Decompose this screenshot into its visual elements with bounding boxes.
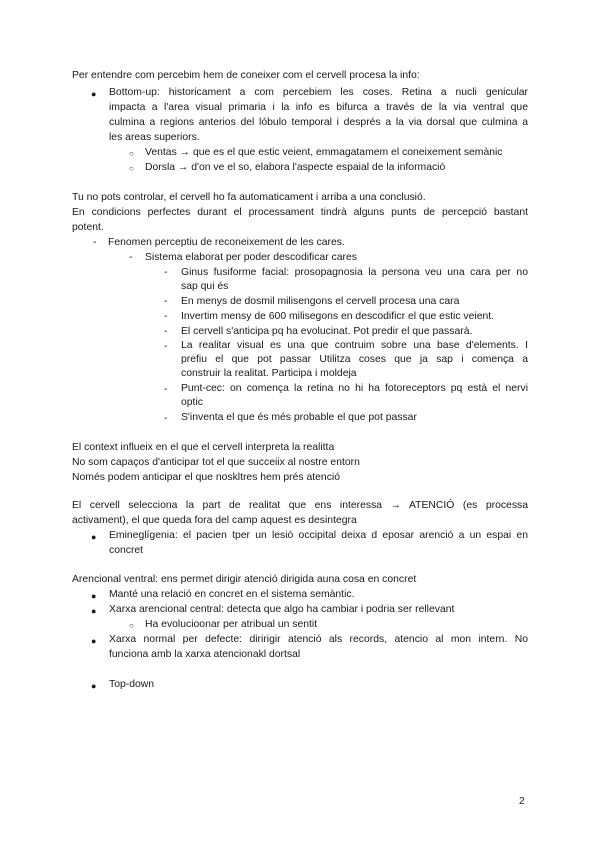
sistema-item: Sistema elaborat per poder descodificar cares (145, 252, 357, 263)
page-number: 2 (519, 796, 525, 807)
dash-marker: - (164, 413, 168, 424)
bullet-marker: ● (91, 591, 97, 601)
bottomup-line: Bottom-up: historicament a com percebiem les coses. Retina a nucli genicular (109, 87, 528, 98)
sub-bullet-marker: ○ (129, 621, 134, 630)
dash-marker: - (164, 384, 168, 395)
cares-item-line: La realitar visual es una que contruim sobre una base d'elements. I (181, 340, 528, 351)
neglect-line: Emineglígenia: el pacien tper un lesió occipital deixa d eposar arenció a un espai en (109, 530, 528, 541)
bottomup-line: impacta a l'area visual primaria i la info es bifurca a través de la via ventral que (109, 102, 528, 113)
dash-marker: - (129, 252, 133, 263)
paragraph: Arencional ventral: ens permet dirigir atenció dirigida auna cosa en concret (72, 574, 417, 585)
cares-item-line: construir la realitat. Participa i moldeja (181, 368, 357, 379)
attention-item: Top-down (109, 679, 155, 690)
cares-item-line: S'inventa el que és més probable el que pot passar (181, 412, 417, 423)
paragraph: En condicions perfectes durant el processament tindrà alguns punts de percepció bastant (72, 207, 528, 218)
neglect-line: concret (109, 545, 144, 556)
dash-marker: - (164, 326, 168, 337)
cares-item-line: optic (181, 397, 203, 408)
dash-marker: - (93, 237, 97, 248)
bullet-marker: ● (91, 681, 97, 691)
attention-item: funciona amb la xarxa atencionakl dortsal (109, 649, 301, 660)
bullet-marker: ● (91, 532, 97, 542)
dash-marker: - (164, 311, 168, 322)
fenomen-item: Fenomen perceptiu de reconeixement de les cares. (108, 237, 345, 248)
attention-item: Manté una relació en concret en el sistema semàntic. (109, 589, 355, 600)
bottomup-line: culmina a regions anterios del lóbulo temporal i després a la via dorsal que culmina a (109, 117, 528, 128)
paragraph: potent. (72, 222, 104, 233)
bullet-marker: ● (91, 89, 97, 99)
cares-item-line: prefiu el que pot passar Utilitza coses que ja sap i comença a (181, 354, 528, 365)
paragraph: El cervell selecciona la part de realitat que ens interessa → ATENCIÓ (es processa (72, 500, 528, 511)
cares-item-line: sap qui és (181, 281, 229, 292)
cares-item-line: Invertim mensy de 600 milisegons en descodificr el que estic veient. (181, 311, 495, 322)
bottomup-line: les areas superiors. (109, 132, 200, 143)
paragraph: El context influeix en el que el cervell interpreta la realitta (72, 442, 335, 453)
paragraph: Només podem anticipar el que noskltres hem prés atenció (72, 472, 340, 483)
paragraph: No som capaços d'anticipar tot el que succeiix al nostre entorn (72, 457, 360, 468)
ventral-item: Ventas → que es el que estic veient, emmagatamem el coneixement semànic (145, 147, 503, 158)
cares-item-line: Punt-cec: on comença la retina no hi ha fotoreceptors pq està el nervi (181, 383, 528, 394)
sub-bullet-marker: ○ (129, 149, 134, 158)
dash-marker: - (164, 296, 168, 307)
cares-item-line: Ginus fusiforme facial: prosopagnosia la persona veu una cara per no (181, 267, 528, 278)
cares-item-line: El cervell s'anticipa pq ha evolucinat. Pot predir el que passarà. (181, 326, 473, 337)
dash-marker: - (164, 267, 168, 278)
paragraph: Tu no pots controlar, el cervell ho fa automaticament i arriba a una conclusió. (72, 192, 426, 203)
bullet-marker: ● (91, 606, 97, 616)
attention-subitem: Ha evolucioonar per atribual un sentit (145, 619, 318, 630)
intro-paragraph: Per entendre com percebim hem de coneixer com el cervell procesa la info: (72, 70, 420, 81)
cares-item-line: En menys de dosmil milisengons el cervell procesa una cara (181, 296, 460, 307)
bullet-marker: ● (91, 636, 97, 646)
attention-item: Xarxa arencional central: detecta que algo ha cambiar i podria ser rellevant (109, 604, 455, 615)
dash-marker: - (164, 341, 168, 352)
sub-bullet-marker: ○ (129, 164, 134, 173)
attention-item: Xarxa normal per defecte: diririgir atenció als records, atencio al mon intern. No (109, 634, 528, 645)
paragraph: activament), el que queda fora del camp aquest es desintegra (72, 515, 357, 526)
dorsal-item: Dorsla → d'on ve el so, elabora l'aspecte espaial de la informació (145, 162, 446, 173)
